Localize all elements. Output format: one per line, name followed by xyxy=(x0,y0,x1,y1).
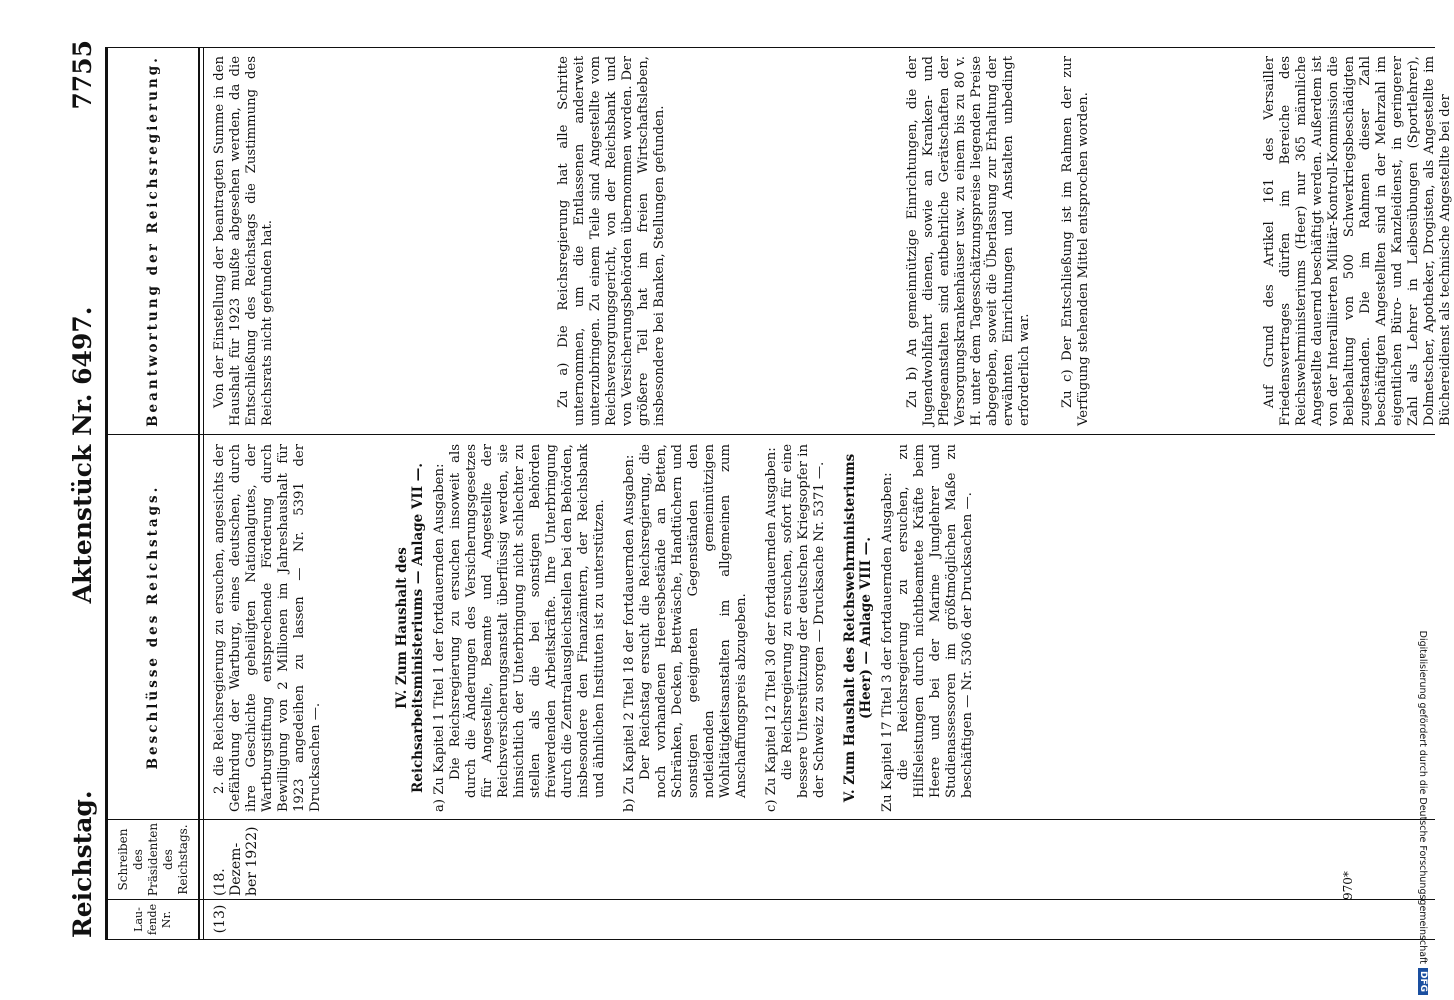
column-rule-4 xyxy=(105,434,1435,435)
resolution-c-text: die Reichsregierung zu ersuchen, sofort für eine bessere Unterstützung der deutschen Kriegsopfer in der Schweiz zu sorgen — Drucksache Nr. 5371 —. xyxy=(780,444,827,798)
resolution-b-intro: b) Zu Kapitel 2 Titel 18 der fortdauernden Ausgaben: xyxy=(622,454,637,812)
column-header-beschluesse: Beschlüsse des Reichstags. xyxy=(144,484,161,770)
resolution-v-intro: Zu Kapitel 17 Titel 3 der fortdauernden Ausgaben: xyxy=(880,472,895,812)
header-row-rule xyxy=(198,48,200,940)
column-rule-1 xyxy=(105,939,1435,940)
credit-text: Digitalisierung gefördert durch die Deutsche Forschungsgemeinschaft xyxy=(1417,630,1429,964)
page-number: 7755 xyxy=(67,40,97,110)
answer-b: Zu b) An gemeinnützige Einrichtungen, die der Jugendwohlfahrt dienen, sowie an Kranken- und Pflegeanstalten sind entbehrliche Gerätschaften der Versorgungskrankenhäuser usw. zu einem bis zu 80 v. H. unter dem Tagesschätzungspreise liegenden Preise abgegeben, soweit die Überlassung zur Erhaltung der erwähnten Einrichtungen und Anstalten unbedingt erforderlich war. xyxy=(905,56,1032,426)
column-rule-2 xyxy=(105,899,1435,900)
column-rule-5 xyxy=(105,47,1435,48)
answer-item-2: Von der Einstellung der beantragten Summe in den Haushalt für 1923 mußte abgesehen werden, da die Entschließung des Reichstags die Zustimmung des Reichsrats nicht gefunden hat. xyxy=(212,56,275,426)
answer-c: Zu c) Der Entschließung ist im Rahmen der zur Verfügung stehenden Mittel entsprochen worden. xyxy=(1060,56,1091,426)
section-heading-v: V. Zum Haushalt des Reichswehrministeriums (Heer) — Anlage VIII —. xyxy=(842,453,874,803)
resolution-item-2: 2. die Reichsregierung zu ersuchen, angesichts der Gefährdung der Wartburg, eines deutschen, durch ihre Geschichte geheiligten Nationalgutes, der Wartburgstiftung entsprechende Förderung durch Bewilligung von 2 Millionen im Jahreshaushalt für 1923 angedeihen zu lassen — Nr. 5391 der Drucksachen —. xyxy=(212,444,323,812)
digitization-credit xyxy=(1411,5,1435,995)
resolution-a-text: Die Reichsregierung zu ersuchen insoweit als durch die Änderungen des Versicherungsgesetzes für Angestellte, Beamte und Angestellte der Reichsversicherungsanstalt überflüssig werden, sie hinsichtlich der Unterbringung nicht schlechter zu stellen als die bei sonstigen Behörden freiwerdenden Arbeitskräfte. Ihre Unterbringung durch die Zentralausgleichstellen bei den Behörden, insbesondere den Finanzämtern, der Reichsbank und ähnlichen Instituten ist zu unterstützen. xyxy=(448,444,607,798)
row-number: (13) xyxy=(212,904,228,934)
answer-a: Zu a) Die Reichsregierung hat alle Schritte unternommen, um die Entlassenen anderweit unterzubringen. Zu einem Teile sind Angestellte vom Reichsversorgungsgericht, von der Reichsbank und von Versicherungsbehörden übernommen worden. Der größere Teil hat im freien Wirtschaftsleben, insbesondere bei Banken, Stellungen gefunden. xyxy=(556,56,667,426)
header-row-rule-2 xyxy=(203,48,204,940)
row-date: (18. Dezem-ber 1922) xyxy=(212,826,260,896)
resolution-a-intro: a) Zu Kapitel 1 Titel 1 der fortdauernden Ausgaben: xyxy=(432,463,447,812)
column-header-schreiben: Schreiben des Präsidenten des Reichstags. xyxy=(115,822,190,897)
resolution-c-intro: c) Zu Kapitel 12 Titel 30 der fortdauernden Ausgaben: xyxy=(764,447,779,812)
resolution-v-text: die Reichsregierung zu ersuchen, zu Hilfsleistungen durch nichtbeamtete Kräfte beim Heere und bei der Marine Junglehrer und Studienassessoren im größtmöglichen Maße zu beschäftigen — Nr. 5306 der Drucksachen —. xyxy=(896,444,975,798)
resolution-b-text: Der Reichstag ersucht die Reichsregierung, die noch vorhandenen Heeresbestände an Betten, Schränken, Decken, Bettwäsche, Handtüchern und sonstigen geeigneten Gegenständen den notleidenden gemeinnützigen Wohltätigkeitsanstalten im allgemeinen zum Anschaffungspreis abzugeben. xyxy=(638,444,749,798)
header-center: Aktenstück Nr. 6497. xyxy=(67,306,97,604)
column-rule-3 xyxy=(105,819,1435,820)
column-header-nr: Lau-fende Nr. xyxy=(132,903,173,936)
sheet-number: 970* xyxy=(1341,871,1355,900)
answer-v: Auf Grund des Artikel 161 des Versailler Friedensvertrages dürfen im Bereiche des Reichswehrministeriums (Heer) nur 365 männliche Angestellte dauernd beschäftigt werden. Außerdem ist von der Interalliierten Militär-Kontroll-Kommission die Beibehaltung von 500 Schwerkriegsbeschädigten zugestanden. Die im Rahmen dieser Zahl beschäftigten Angestellten sind in der Mehrzahl im eigentlichen Büro- und Kanzleidienst, in geringerer Zahl als Lehrer in Leibesübungen (Sportlehrer), Dolmetscher, Apotheker, Drogisten, als Angestellte im Büchereidienst als technische Angestellte bei der xyxy=(1262,56,1453,426)
header-left: Reichstag. xyxy=(67,790,97,938)
beschluesse-column xyxy=(212,444,976,812)
section-heading-iv: IV. Zum Haushalt des Reichsarbeitsministeriums — Anlage VII —. xyxy=(394,463,426,793)
dfg-logo: DFG xyxy=(1418,968,1428,995)
column-header-beantwortung: Beantwortung der Reichsregierung. xyxy=(144,55,161,427)
